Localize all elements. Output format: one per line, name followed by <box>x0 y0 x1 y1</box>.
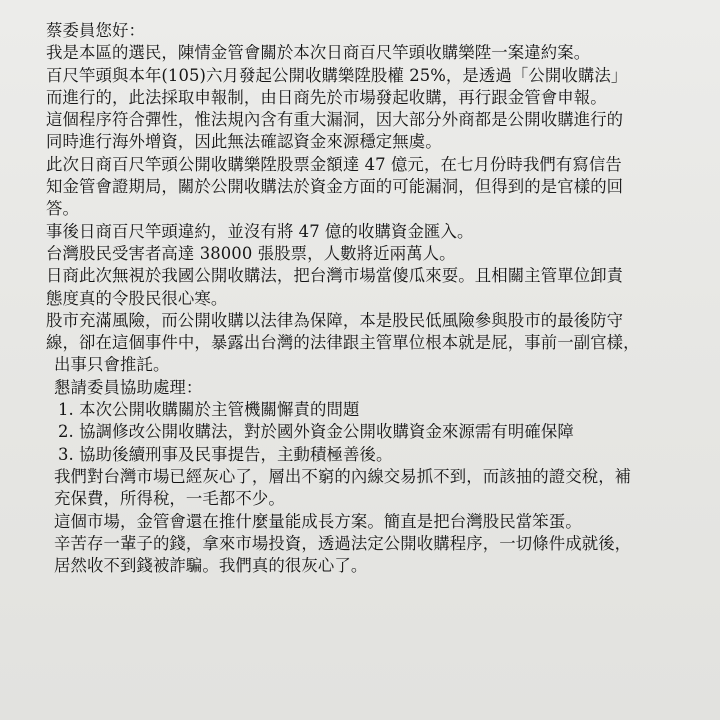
letter-line: 充保費，所得稅，一毛都不少。 <box>54 489 285 509</box>
letter-line: 股市充滿風險，而公開收購以法律為保障，本是股民低風險參與股市的最後防守 <box>46 310 624 330</box>
letter-line: 我們對台灣市場已經灰心了，層出不窮的內線交易抓不到，而該抽的證交稅，補 <box>54 466 632 486</box>
letter-line: 百尺竿頭與本年(105)六月發起公開收購樂陞股權 25%，是透過「公開收購法」 <box>46 65 628 85</box>
letter-line: 而進行的，此法採取申報制，由日商先於市場發起收購，再行跟金管會申報。 <box>46 87 607 107</box>
numbered-item: 1. 本次公開收購關於主管機關懈責的問題 <box>58 400 360 420</box>
letter-line: 事後日商百尺竿頭違約，並沒有將 47 億的收購資金匯入。 <box>46 221 474 241</box>
letter-line: 辛苦存一輩子的錢，拿來市場投資，透過法定公開收購程序，一切條件成就後， <box>54 533 632 553</box>
letter-line: 同時進行海外增資，因此無法確認資金來源穩定無虞。 <box>46 132 442 152</box>
letter-greeting: 蔡委員您好： <box>46 21 145 40</box>
letter-line: 這個程序符合彈性，惟法規內含有重大漏洞，因大部分外商都是公開收購進行的 <box>46 110 624 130</box>
letter-line: 線，卻在這個事件中，暴露出台灣的法律跟主管單位根本就是屁，事前一副官樣， <box>46 333 640 353</box>
letter-line: 日商此次無視於我國公開收購法，把台灣市場當傻瓜來耍。且相關主管單位卸責 <box>46 266 624 286</box>
letter-line: 這個市場，金管會還在推什麼量能成長方案。簡直是把台灣股民當笨蛋。 <box>54 511 582 531</box>
letter-line: 懇請委員協助處理： <box>54 377 203 397</box>
numbered-item: 3. 協助後續刑事及民事提告，主動積極善後。 <box>58 444 393 464</box>
letter-line: 出事只會推託。 <box>54 355 170 375</box>
letter-line: 態度真的令股民很心寒。 <box>46 288 228 308</box>
letter-line: 我是本區的選民，陳情金管會關於本次日商百尺竿頭收購樂陞一案違約案。 <box>46 43 591 63</box>
letter-line: 答。 <box>46 199 79 219</box>
letter-line: 知金管會證期局，關於公開收購法於資金方面的可能漏洞，但得到的是官樣的回 <box>46 177 624 197</box>
numbered-item: 2. 協調修改公開收購法，對於國外資金公開收購資金來源需有明確保障 <box>58 422 574 442</box>
letter-line: 居然收不到錢被詐騙。我們真的很灰心了。 <box>54 556 368 576</box>
letter-line: 台灣股民受害者高達 38000 張股票，人數將近兩萬人。 <box>46 243 456 263</box>
letter-line: 此次日商百尺竿頭公開收購樂陞股票金額達 47 億元，在七月份時我們有寫信告 <box>46 154 622 174</box>
letter-body <box>46 20 676 577</box>
